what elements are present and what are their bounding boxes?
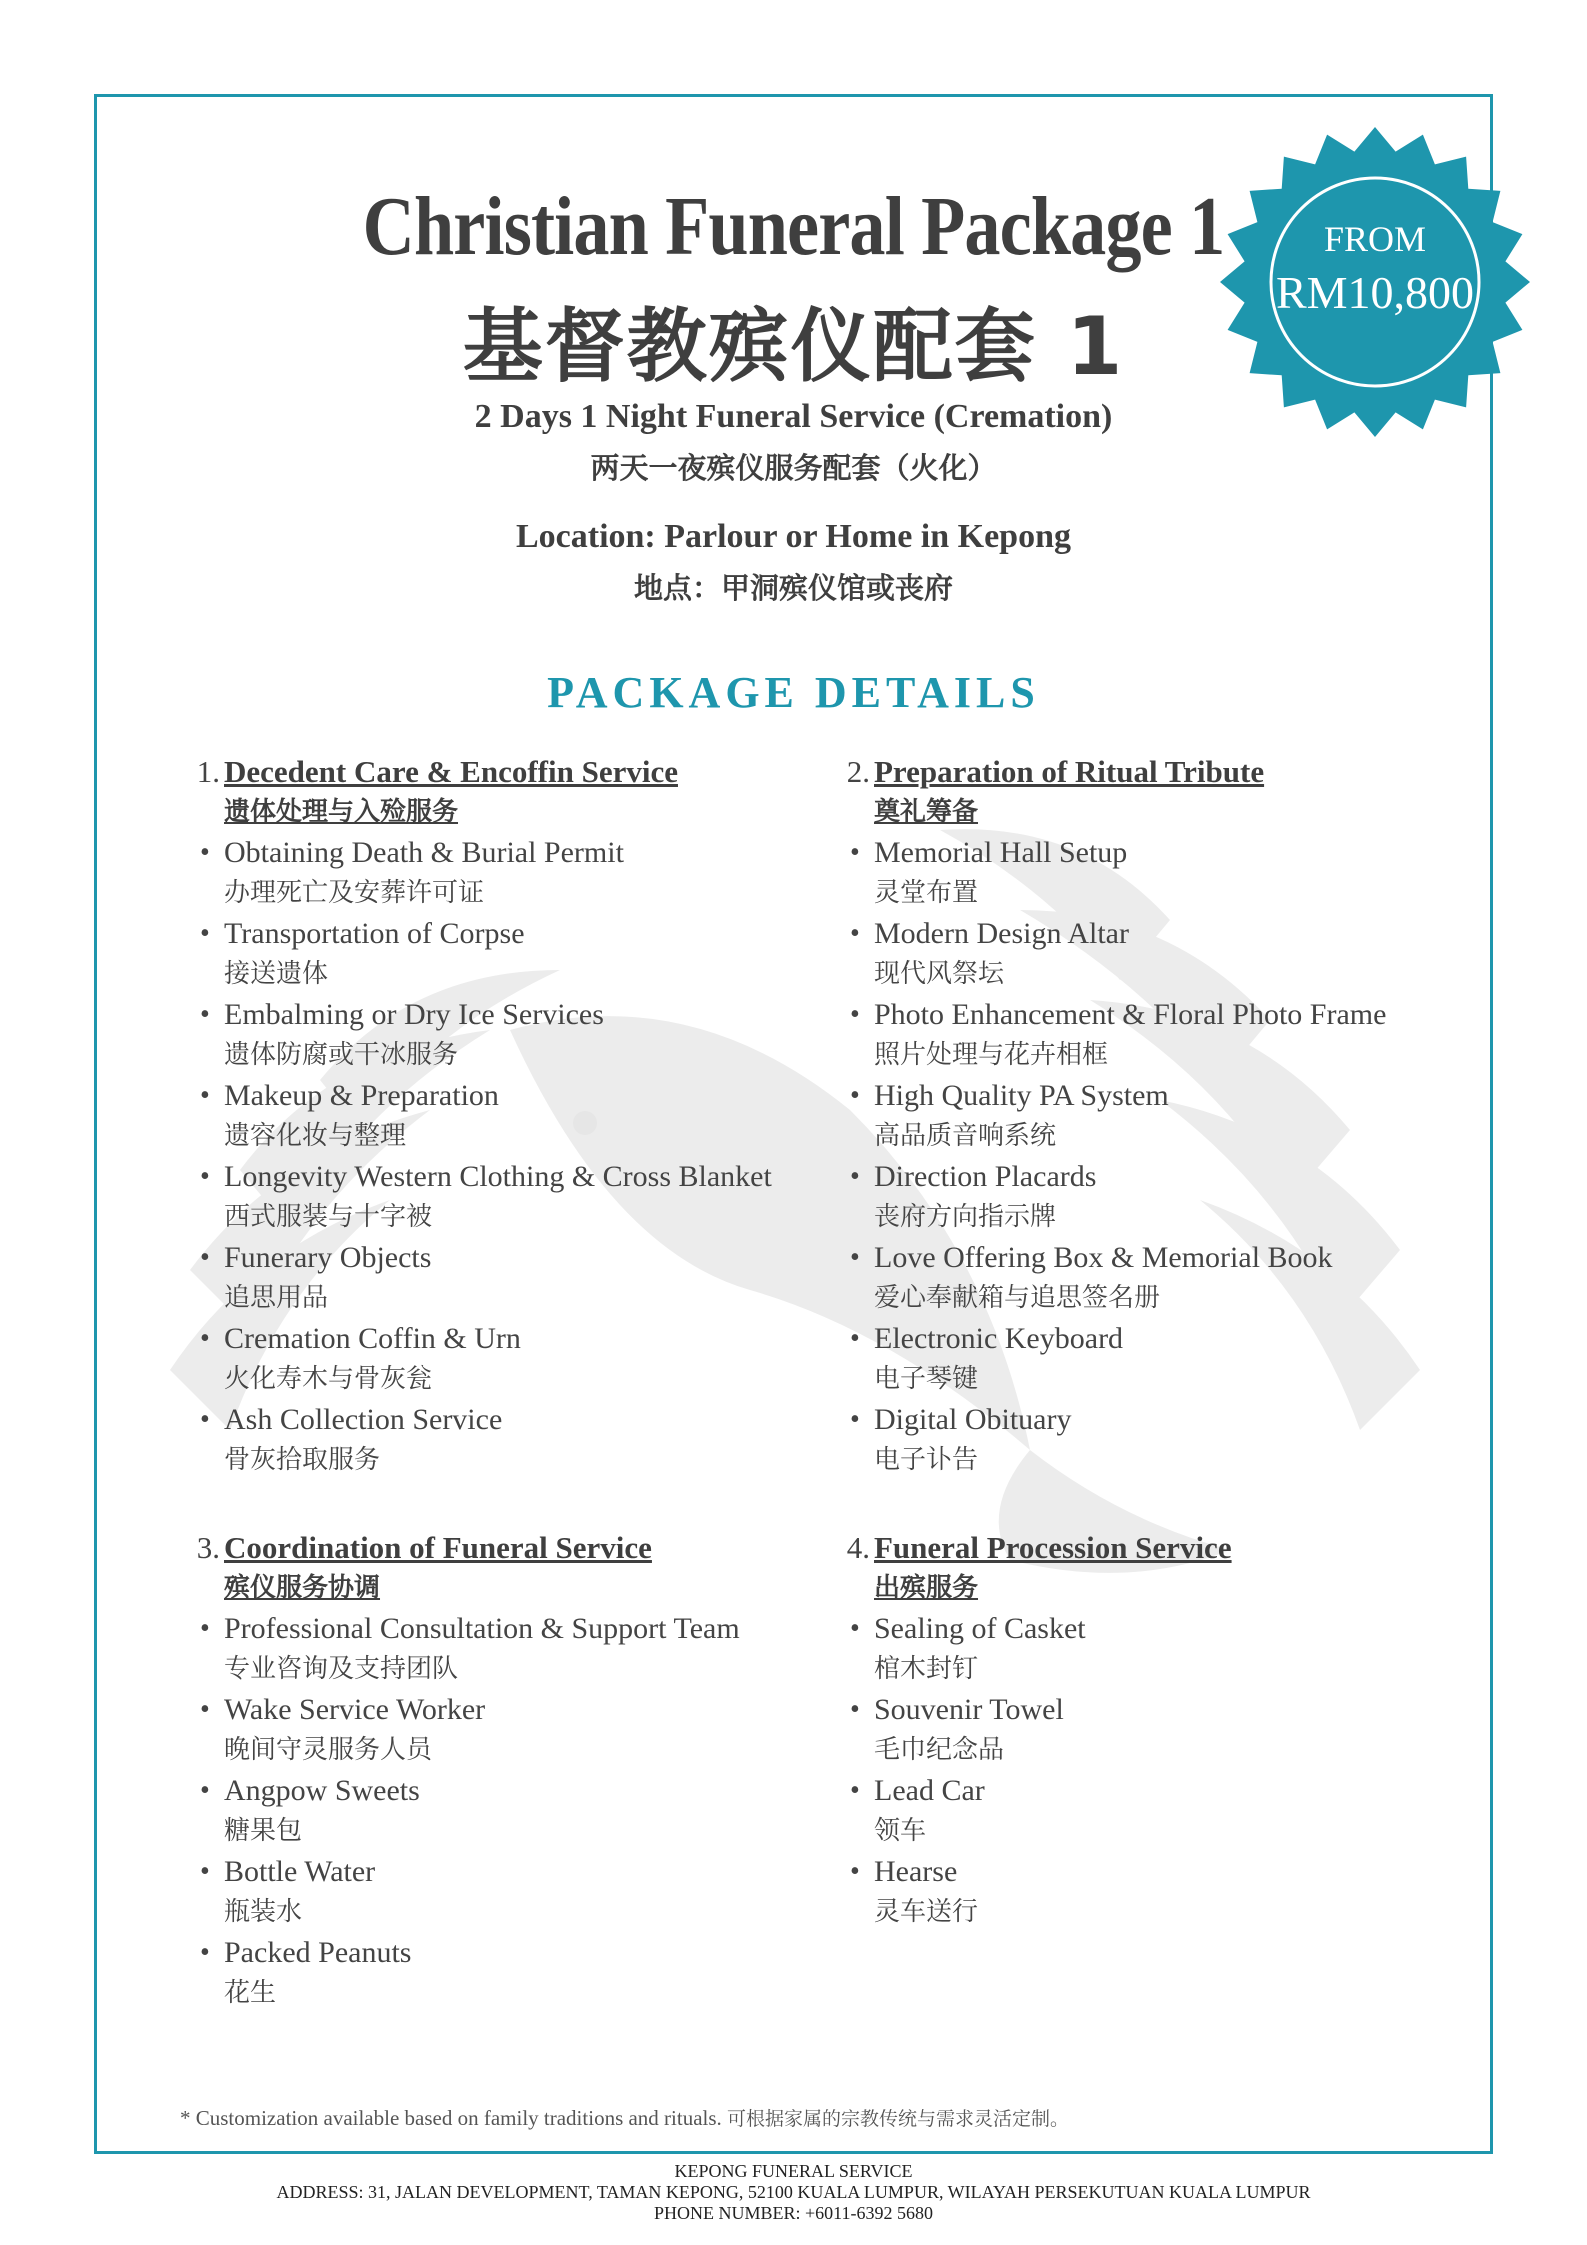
item-english: Cremation Coffin & Urn	[224, 1322, 521, 1355]
group-title-chinese: 奠礼筹备	[874, 797, 979, 827]
item-chinese: 毛巾纪念品	[874, 1735, 1005, 1765]
right-column	[842, 752, 1482, 1980]
location-english: Location: Parlour or Home in Kepong	[515, 518, 1071, 555]
bullet-icon: •	[200, 1323, 210, 1354]
bullet-icon: •	[200, 1775, 210, 1806]
item-chinese: 棺木封钉	[874, 1654, 979, 1684]
item-english: Obtaining Death & Burial Permit	[224, 836, 624, 869]
item-chinese: 照片处理与花卉相框	[874, 1040, 1109, 1070]
bullet-icon: •	[850, 1323, 860, 1354]
item-english: Direction Placards	[874, 1160, 1097, 1193]
item-english: Hearse	[874, 1855, 958, 1888]
list-item	[192, 832, 832, 913]
item-chinese: 高品质音响系统	[874, 1121, 1057, 1151]
list-item	[842, 1851, 1482, 1932]
list-item	[192, 1689, 832, 1770]
list-item	[842, 1318, 1482, 1399]
item-chinese: 骨灰拾取服务	[224, 1445, 381, 1475]
bullet-icon: •	[200, 837, 210, 868]
list-item	[192, 1237, 832, 1318]
group-header	[192, 752, 832, 792]
subtitle-chinese: 两天一夜殡仪服务配套（火化）	[590, 451, 997, 485]
bullet-icon: •	[850, 1404, 860, 1435]
bullet-icon: •	[850, 1694, 860, 1725]
item-english: Electronic Keyboard	[874, 1322, 1124, 1355]
item-chinese: 花生	[224, 1978, 277, 2008]
group-number: 1.	[196, 754, 220, 789]
list-item	[842, 994, 1482, 1075]
item-english: Lead Car	[874, 1774, 985, 1807]
badge-from-label: FROM	[1323, 219, 1427, 259]
item-chinese: 糖果包	[224, 1816, 303, 1846]
item-english: Angpow Sweets	[224, 1774, 420, 1807]
list-item	[192, 1851, 832, 1932]
item-chinese: 电子琴键	[874, 1364, 979, 1394]
list-item	[842, 1770, 1482, 1851]
item-english: Modern Design Altar	[874, 917, 1129, 950]
item-english: High Quality PA System	[874, 1079, 1169, 1112]
note-chinese: 可根据家属的宗教传统与需求灵活定制。	[727, 2108, 1070, 2130]
item-chinese: 西式服装与十字被	[224, 1202, 433, 1232]
service-group	[842, 1528, 1482, 1932]
service-group	[192, 752, 832, 1480]
footer-phone: PHONE NUMBER: +6011-6392 5680	[654, 2203, 933, 2223]
location-chinese: 地点：甲洞殡仪馆或丧府	[633, 571, 953, 605]
item-english: Sealing of Casket	[874, 1612, 1086, 1645]
item-english: Longevity Western Clothing & Cross Blanket	[224, 1160, 772, 1193]
item-english: Memorial Hall Setup	[874, 836, 1128, 869]
bullet-icon: •	[200, 1242, 210, 1273]
list-item	[192, 1399, 832, 1480]
item-chinese: 领车	[874, 1816, 927, 1846]
left-column	[192, 752, 832, 2061]
list-item	[192, 1608, 832, 1689]
bullet-icon: •	[200, 1613, 210, 1644]
footer-company: KEPONG FUNERAL SERVICE	[674, 2161, 913, 2181]
list-item	[192, 1318, 832, 1399]
item-english: Packed Peanuts	[224, 1936, 412, 1969]
bullet-icon: •	[850, 837, 860, 868]
group-title-chinese: 遗体处理与入殓服务	[224, 797, 459, 827]
bullet-icon: •	[200, 1404, 210, 1435]
subtitle-english: 2 Days 1 Night Funeral Service (Cremation)	[474, 398, 1113, 435]
group-title-english: Decedent Care & Encoffin Service	[224, 754, 678, 789]
list-item	[842, 832, 1482, 913]
bullet-icon: •	[850, 1613, 860, 1644]
list-item	[842, 1608, 1482, 1689]
list-item	[192, 1156, 832, 1237]
item-chinese: 遗容化妆与整理	[224, 1121, 407, 1151]
bullet-icon: •	[200, 1080, 210, 1111]
list-item	[192, 1770, 832, 1851]
item-english: Makeup & Preparation	[224, 1079, 499, 1112]
list-item	[842, 1156, 1482, 1237]
note-english: * Customization available based on family traditions and rituals.	[180, 2106, 722, 2130]
bullet-icon: •	[850, 1242, 860, 1273]
item-chinese: 丧府方向指示牌	[874, 1202, 1057, 1232]
item-chinese: 办理死亡及安葬许可证	[224, 878, 485, 908]
list-item	[842, 1689, 1482, 1770]
item-chinese: 瓶装水	[224, 1897, 303, 1927]
group-number: 4.	[846, 1530, 870, 1565]
item-chinese: 接送遗体	[224, 959, 329, 989]
group-title-chinese: 出殡服务	[874, 1573, 979, 1603]
item-chinese: 遗体防腐或干冰服务	[224, 1040, 459, 1070]
group-title-chinese: 殡仪服务协调	[224, 1573, 381, 1603]
title-chinese: 基督教殡仪配套 1	[462, 300, 1125, 393]
item-chinese: 火化寿木与骨灰瓮	[224, 1364, 433, 1394]
group-header	[842, 752, 1482, 792]
item-chinese: 现代风祭坛	[874, 959, 1005, 989]
item-english: Souvenir Towel	[874, 1693, 1064, 1726]
group-title-english: Preparation of Ritual Tribute	[874, 754, 1265, 789]
title-english: Christian Funeral Package 1	[362, 180, 1225, 273]
bullet-icon: •	[200, 1161, 210, 1192]
item-english: Funerary Objects	[224, 1241, 432, 1274]
bullet-icon: •	[850, 999, 860, 1030]
group-header	[842, 1528, 1482, 1568]
item-chinese: 追思用品	[224, 1283, 329, 1313]
bullet-icon: •	[850, 1775, 860, 1806]
list-item	[192, 1075, 832, 1156]
service-group	[842, 752, 1482, 1480]
list-item	[192, 994, 832, 1075]
group-number: 2.	[846, 754, 870, 789]
bullet-icon: •	[850, 1161, 860, 1192]
list-item	[842, 1237, 1482, 1318]
item-chinese: 电子讣告	[874, 1445, 979, 1475]
item-chinese: 专业咨询及支持团队	[224, 1654, 459, 1684]
item-english: Ash Collection Service	[224, 1403, 503, 1436]
group-title-english: Coordination of Funeral Service	[224, 1530, 652, 1565]
bullet-icon: •	[200, 918, 210, 949]
bullet-icon: •	[200, 1856, 210, 1887]
badge-price: RM10,800	[1275, 267, 1475, 318]
bullet-icon: •	[200, 999, 210, 1030]
bullet-icon: •	[200, 1937, 210, 1968]
item-english: Professional Consultation & Support Team	[224, 1612, 740, 1645]
list-item	[192, 1932, 832, 2013]
item-english: Love Offering Box & Memorial Book	[874, 1241, 1333, 1274]
group-header	[192, 1528, 832, 1568]
package-details-heading: PACKAGE DETAILS	[547, 668, 1040, 717]
group-title-english: Funeral Procession Service	[874, 1530, 1232, 1565]
group-number: 3.	[196, 1530, 220, 1565]
item-english: Embalming or Dry Ice Services	[224, 998, 604, 1031]
item-english: Wake Service Worker	[224, 1693, 486, 1726]
list-item	[842, 1399, 1482, 1480]
bullet-icon: •	[850, 918, 860, 949]
list-item	[842, 913, 1482, 994]
item-chinese: 灵堂布置	[874, 878, 979, 908]
item-english: Transportation of Corpse	[224, 917, 525, 950]
bullet-icon: •	[850, 1856, 860, 1887]
item-chinese: 灵车送行	[874, 1897, 979, 1927]
item-chinese: 爱心奉献箱与追思签名册	[874, 1283, 1161, 1313]
bullet-icon: •	[850, 1080, 860, 1111]
item-english: Digital Obituary	[874, 1403, 1072, 1436]
service-group	[192, 1528, 832, 2013]
item-english: Bottle Water	[224, 1855, 376, 1888]
item-english: Photo Enhancement & Floral Photo Frame	[874, 998, 1387, 1031]
customization-note	[180, 2104, 1069, 2131]
list-item	[842, 1075, 1482, 1156]
footer-address: ADDRESS: 31, JALAN DEVELOPMENT, TAMAN KEPONG, 52100 KUALA LUMPUR, WILAYAH PERSEKUTUAN KUALA LUMPUR	[276, 2182, 1311, 2202]
list-item	[192, 913, 832, 994]
bullet-icon: •	[200, 1694, 210, 1725]
item-chinese: 晚间守灵服务人员	[224, 1735, 433, 1765]
